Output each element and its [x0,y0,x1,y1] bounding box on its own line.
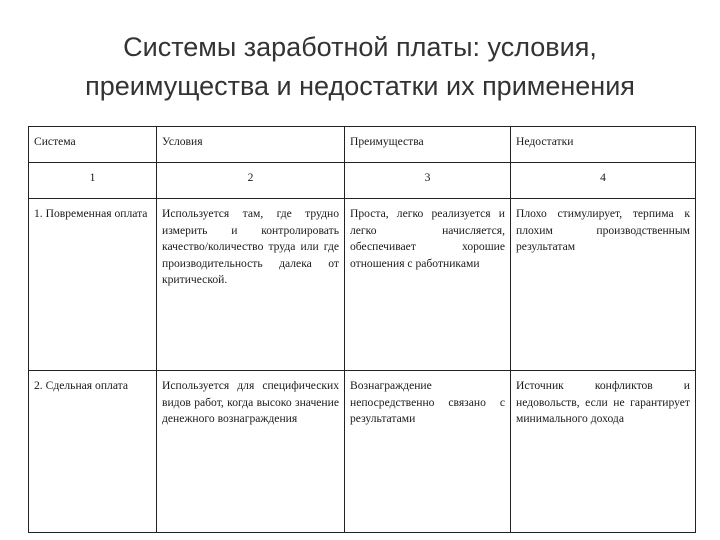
column-number-row [29,163,696,199]
title-line-2: преимущества и недостатки их применения [85,71,635,101]
table-row [29,199,696,371]
column-number: 4 [511,163,696,199]
table-row [29,371,696,533]
column-number: 3 [345,163,511,199]
title-line-1: Системы заработной платы: условия, [123,32,597,62]
cell-disadvantages: Источник конфликтов и недовольств, если не гарантирует минимального дохода [511,371,696,533]
cell-advantages: Проста, легко реализуется и легко начисляется, обеспечивает хорошие отношения с работниками [345,199,511,371]
column-number: 2 [157,163,345,199]
cell-system: 2. Сдельная оплата [29,371,157,533]
header-row [29,127,696,163]
header-system: Система [29,127,157,163]
header-conditions: Условия [157,127,345,163]
cell-advantages: Вознаграждение непосредственно связано с результатами [345,371,511,533]
cell-conditions: Используется там, где трудно измерить и контролировать качество/количество труда или где производительность далека от критической. [157,199,345,371]
slide-title [0,28,720,106]
header-disadvantages: Недостатки [511,127,696,163]
column-number: 1 [29,163,157,199]
header-advantages: Преимущества [345,127,511,163]
cell-disadvantages: Плохо стимулирует, терпима к плохим производственным результатам [511,199,696,371]
cell-system: 1. Повременная оплата [29,199,157,371]
cell-conditions: Используется для специфических видов работ, когда высоко значение денежного вознаграждения [157,371,345,533]
wage-systems-table [28,126,696,533]
